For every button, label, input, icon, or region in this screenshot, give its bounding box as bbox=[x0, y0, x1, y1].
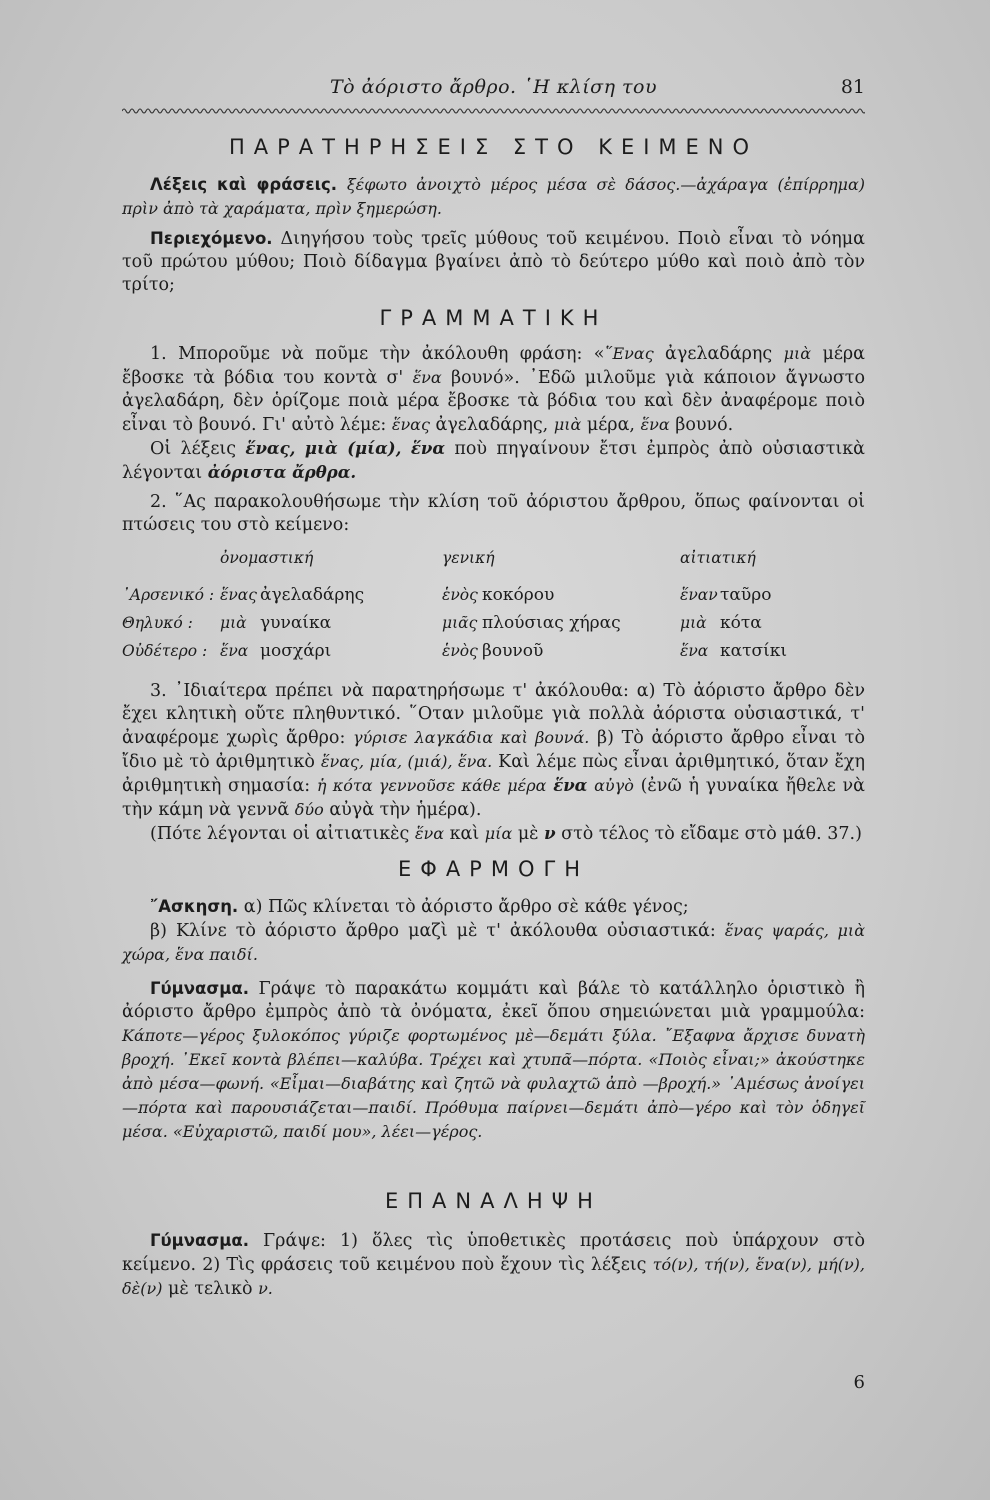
grammar-paragraph-1: 1. Μποροῦμε νὰ ποῦμε τὴν ἀκόλουθη φράση: «῞Ενας ἀγελαδάρης μιὰ μέρα ἔβοσκε τὰ βόδια του κοντὰ σ' ἕνα βουνό». ᾿Εδῶ μιλοῦμε γιὰ κάποιον ἄγνωστο ἀγελαδάρη, δὲν ὁρίζομε ποιὰ μέρα ἔβοσκε τὰ βόδια του καὶ δὲν ἀναφέρομε ποιὸ εἶναι τὸ βουνό. Γι' αὐτὸ λέμε: ἕνας ἀγελαδάρης, μιὰ μέρα, ἕνα βουνό. bbox=[122, 344, 865, 435]
words-paragraph bbox=[122, 173, 865, 221]
page-number: 81 bbox=[840, 76, 865, 98]
content-text: Διηγήσου τοὺς τρεῖς μύθους τοῦ κειμένου. Ποιὸ εἶναι τὸ νόημα τοῦ πρώτου μύθου; Ποιὸ δίδαγμα βγαίνει ἀπὸ τὸ δεύτερο μύθο καὶ ποιὸ ἀπὸ τὸν τρίτο; bbox=[122, 229, 865, 295]
exercise-paragraph: ῎Ασκηση. α) Πῶς κλίνεται τὸ ἀόριστο ἄρθρο σὲ κάθε γένος; bbox=[150, 897, 689, 917]
words-lead: Λέξεις καὶ φράσεις. bbox=[150, 175, 338, 194]
running-header bbox=[122, 76, 865, 104]
table-row: Οὐδέτερο : ἕνα μοσχάρι ἑνὸς βουνοῦ ἕνα κατσίκι bbox=[122, 640, 865, 668]
drill-lead: Γύμνασμα. bbox=[150, 979, 249, 998]
grammar-paragraph-1b: Οἱ λέξεις ἕνας, μιὰ (μία), ἕνα ποὺ πηγαίνουν ἔτσι ἐμπρὸς ἀπὸ οὐσιαστικὰ λέγονται ἀόριστα ἄρθρα. bbox=[122, 439, 865, 483]
table-row: Θηλυκό : μιὰ γυναίκα μιᾶς πλούσιας χήρας μιὰ κότα bbox=[122, 612, 865, 640]
exercise-lead: ῎Ασκηση. bbox=[150, 897, 239, 916]
running-title: Τὸ ἀόριστο ἄρθρο. ῾Η κλίση του bbox=[329, 76, 658, 98]
drill-passage: Κάποτε—γέρος ξυλοκόπος γύριζε φορτωμένος μὲ—δεμάτι ξύλα. ῎Εξαφνα ἄρχισε δυνατὴ βροχή. ᾿Εκεῖ κοντὰ βλέπει—καλύβα. Τρέχει καὶ χτυπᾶ—πόρτα. «Ποιὸς εἶναι;» ἀκούστηκε ἀπὸ μέσα—φωνή. «Εἶμαι—διαβάτης καὶ ζητῶ νὰ φυλαχτῶ ἀπὸ —βροχή.» ᾿Αμέσως ἀνοίγει—πόρτα καὶ παρουσιάζεται—παιδί. Πρόθυμα παίρνει—δεμάτι ἀπὸ—γέρο καὶ τὸν ὁδηγεῖ μέσα. «Εὐχαριστῶ, παιδί μου», λέει—γέρος. bbox=[122, 1026, 865, 1141]
grammar-paragraph-2: 2. ῞Ας παρακολουθήσωμε τὴν κλίση τοῦ ἀόριστου ἄρθρου, ὅπως φαίνονται οἱ πτώσεις του στὸ κείμενο: bbox=[122, 492, 865, 535]
grammar-heading: ΓΡΑΜΜΑΤΙΚΗ bbox=[379, 306, 608, 330]
content-lead: Περιεχόμενο. bbox=[150, 229, 273, 248]
header-genitive: γενική bbox=[442, 549, 495, 567]
table-row: ᾿Αρσενικό : ἕνας ἀγελαδάρης ἑνὸς κοκόρου ἕναν ταῦρο bbox=[122, 584, 865, 612]
gender-label: Οὐδέτερο : bbox=[122, 642, 208, 660]
content-paragraph bbox=[122, 227, 865, 297]
review-paragraph: Γύμνασμα. Γράψε: 1) ὅλες τὶς ὑποθετικὲς προτάσεις ποὺ ὑπάρχουν στὸ κείμενο. 2) Τὶς φράσεις τοῦ κειμένου ποὺ ἔχουν τὶς λέξεις τό(ν), τή(ν), ἕνα(ν), μή(ν), δὲ(ν) μὲ τελικὸ ν. bbox=[122, 1231, 866, 1299]
signature-number: 6 bbox=[853, 1372, 865, 1393]
grammar-paragraph-3: 3. ᾿Ιδιαίτερα πρέπει νὰ παρατηρήσωμε τ' ἀκόλουθα: α) Τὸ ἀόριστο ἄρθρο δὲν ἔχει κλητικὴ οὔτε πληθυντικό. ῞Οταν μιλοῦμε γιὰ πολλὰ ἀόριστα οὐσιαστικά, τ' ἀναφέρομε χωρὶς ἄρθρο: γύρισε λαγκάδια καὶ βουνά. β) Τὸ ἀόριστο ἄρθρο εἶναι τὸ ἴδιο μὲ τὸ ἀριθμητικὸ ἕνας, μία, (μιά), ἕνα. Καὶ λέμε πὼς εἶναι ἀριθμητικό, ὅταν ἔχη ἀριθμητικὴ σημασία: ἡ κότα γεννοῦσε κάθε μέρα ἕνα αὐγὸ (ἐνῶ ἡ γυναίκα ἤθελε νὰ τὴν κάμη νὰ γεννᾶ δύο αὐγὰ τὴν ἡμέρα). bbox=[122, 681, 866, 820]
declension-header-row bbox=[122, 547, 865, 584]
grammar-paragraph-3b: (Πότε λέγονται οἱ αἰτιατικὲς ἕνα καὶ μία μὲ ν στὸ τέλος τὸ εἴδαμε στὸ μάθ. 37.) bbox=[150, 824, 862, 844]
review-heading: ΕΠΑΝΑΛΗΨΗ bbox=[385, 1189, 602, 1213]
header-nominative: ὀνομαστική bbox=[220, 549, 314, 567]
gender-label: ᾿Αρσενικό : bbox=[122, 586, 215, 604]
gender-label: Θηλυκό : bbox=[122, 614, 193, 632]
exercise-paragraph-b: β) Κλίνε τὸ ἀόριστο ἄρθρο μαζὶ μὲ τ' ἀκόλουθα οὐσιαστικά: ἕνας ψαράς, μιὰ χώρα, ἕνα παιδί. bbox=[122, 921, 865, 964]
review-lead: Γύμνασμα. bbox=[150, 1231, 249, 1250]
wavy-rule bbox=[122, 106, 865, 116]
declension-table bbox=[122, 547, 865, 668]
application-heading: ΕΦΑΡΜΟΓΗ bbox=[398, 857, 589, 881]
header-accusative: αἰτιατική bbox=[680, 549, 756, 567]
words-text: ξέφωτο ἀνοιχτὸ μέρος μέσα σὲ δάσος.—ἀχάραγα (ἐπίρρημα) πρὶν ἀπὸ τὰ χαράματα, πρὶν ξημερώση. bbox=[122, 175, 865, 218]
observations-heading: ΠΑΡΑΤΗΡΗΣΕΙΣ ΣΤΟ ΚΕΙΜΕΝΟ bbox=[228, 135, 759, 159]
drill-paragraph: Γύμνασμα. Γράψε τὸ παρακάτω κομμάτι καὶ βάλε τὸ κατάλληλο ὁριστικὸ ἢ ἀόριστο ἄρθρο ἐμπρὸς ἀπὸ τὰ ὀνόματα, ἐκεῖ ὅπου σημειώνεται μιὰ γραμμούλα: Κάποτε—γέρος ξυλοκόπος γύριζε φορτωμένος μὲ—δεμάτι ξύλα. ῎Εξαφνα ἄρχισε δυνατὴ βροχή. ᾿Εκεῖ κοντὰ βλέπει—καλύβα. Τρέχει καὶ χτυπᾶ—πόρτα. «Ποιὸς εἶναι;» ἀκούστηκε ἀπὸ μέσα—φωνή. «Εἶμαι—διαβάτης καὶ ζητῶ νὰ φυλαχτῶ ἀπὸ —βροχή.» ᾿Αμέσως ἀνοίγει—πόρτα καὶ παρουσιάζεται—παιδί. Πρόθυμα παίρνει—δεμάτι ἀπὸ—γέρο καὶ τὸν ὁδηγεῖ μέσα. «Εὐχαριστῶ, παιδί μου», λέει—γέρος. bbox=[122, 979, 865, 1141]
